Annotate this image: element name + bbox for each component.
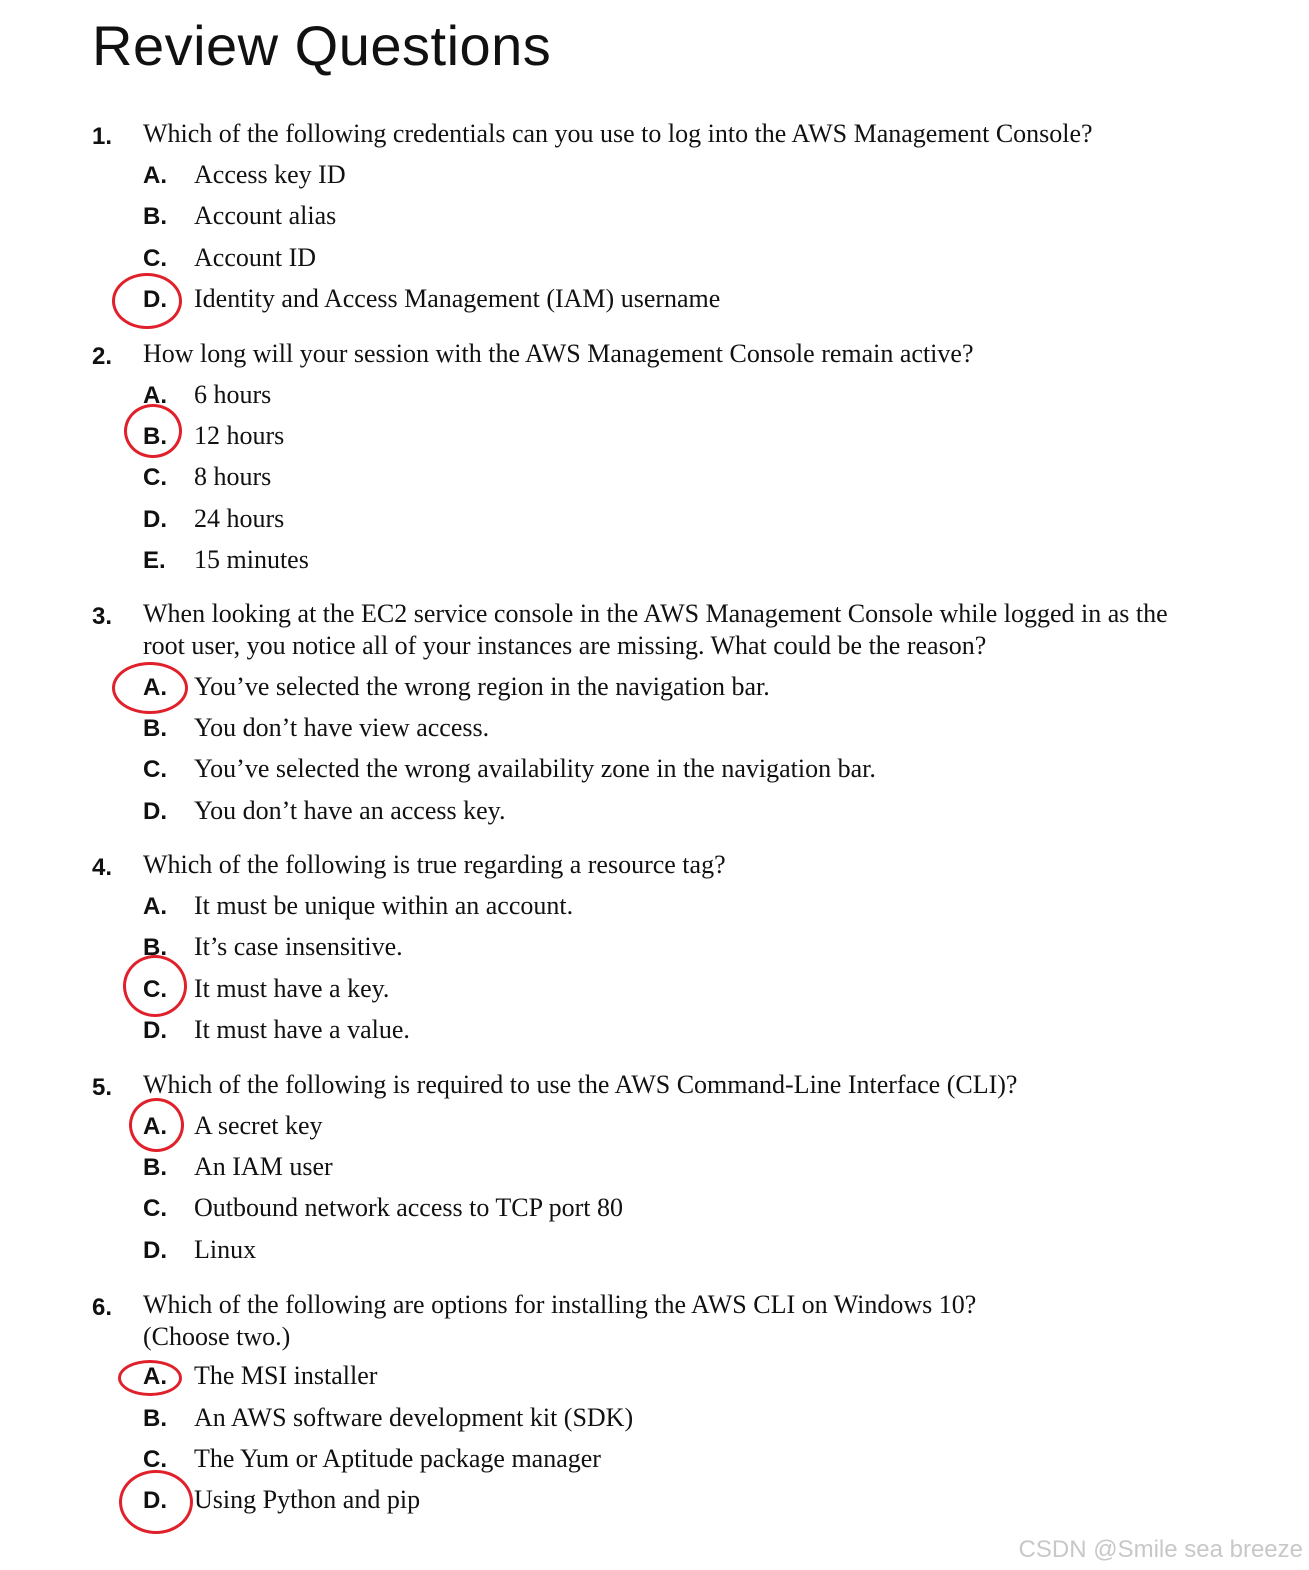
option-6c[interactable] (0, 1440, 1309, 1480)
option-text: An IAM user (194, 1152, 333, 1181)
option-letter: D. (143, 286, 167, 313)
option-text: It must have a value. (194, 1015, 410, 1044)
option-letter: B. (143, 715, 167, 742)
option-2b[interactable] (0, 417, 1309, 457)
option-2c[interactable] (0, 458, 1309, 498)
option-text: Linux (194, 1235, 257, 1264)
option-text: A secret key (194, 1111, 323, 1140)
option-4d[interactable] (0, 1011, 1309, 1051)
option-text: 6 hours (194, 380, 272, 409)
option-letter: B. (143, 1154, 167, 1181)
option-letter: B. (143, 1405, 167, 1432)
option-5c[interactable] (0, 1189, 1309, 1229)
option-4b[interactable] (0, 928, 1309, 968)
question-number: 3. (92, 603, 113, 630)
option-1c[interactable] (0, 239, 1309, 279)
option-letter: A. (143, 382, 167, 409)
option-6b[interactable] (0, 1399, 1309, 1439)
question-text: Which of the following is true regarding a resource tag? (143, 850, 726, 879)
question-number: 2. (92, 343, 113, 370)
page-title: Review Questions (92, 14, 552, 77)
option-3b[interactable] (0, 709, 1309, 749)
question-number: 1. (92, 123, 113, 150)
option-5b[interactable] (0, 1148, 1309, 1188)
question-number: 4. (92, 854, 113, 881)
option-5d[interactable] (0, 1231, 1309, 1271)
option-letter: C. (143, 976, 167, 1003)
option-2e[interactable] (0, 541, 1309, 581)
option-text: It must have a key. (194, 974, 390, 1003)
option-letter: A. (143, 1363, 167, 1390)
option-text: 15 minutes (194, 545, 309, 574)
option-letter: C. (143, 756, 167, 783)
option-text: The MSI installer (194, 1361, 378, 1390)
option-letter: D. (143, 1237, 167, 1264)
option-text: The Yum or Aptitude package manager (194, 1444, 601, 1473)
option-letter: C. (143, 245, 167, 272)
option-text: You’ve selected the wrong availability zone in the navigation bar. (194, 754, 876, 783)
option-6a[interactable] (0, 1357, 1309, 1397)
option-5a[interactable] (0, 1107, 1309, 1147)
watermark: CSDN @Smile sea breeze (1018, 1536, 1303, 1563)
option-letter: A. (143, 1113, 167, 1140)
option-text: 24 hours (194, 504, 285, 533)
option-text: It must be unique within an account. (194, 891, 574, 920)
option-letter: D. (143, 1487, 167, 1514)
option-text: It’s case insensitive. (194, 932, 403, 961)
option-text: You don’t have view access. (194, 713, 490, 742)
option-text: An AWS software development kit (SDK) (194, 1403, 634, 1432)
option-text: Account ID (194, 243, 317, 272)
option-text: Using Python and pip (194, 1485, 421, 1514)
option-letter: C. (143, 1195, 167, 1222)
option-letter: D. (143, 1017, 167, 1044)
option-4a[interactable] (0, 887, 1309, 927)
question-number: 6. (92, 1294, 113, 1321)
question-text: Which of the following are options for installing the AWS CLI on Windows 10? (Choose two.) (143, 1290, 977, 1351)
question-text: When looking at the EC2 service console in the AWS Management Console while logged in as the root user, you notice all of your instances are missing. What could be the reason? (143, 599, 1168, 660)
option-1d[interactable] (0, 280, 1309, 320)
option-text: You’ve selected the wrong region in the navigation bar. (194, 672, 770, 701)
option-letter: C. (143, 464, 167, 491)
option-letter: B. (143, 423, 167, 450)
question-text: How long will your session with the AWS Management Console remain active? (143, 339, 974, 368)
option-text: Identity and Access Management (IAM) username (194, 284, 721, 313)
option-1a[interactable] (0, 156, 1309, 196)
option-1b[interactable] (0, 197, 1309, 237)
option-letter: C. (143, 1446, 167, 1473)
option-6d[interactable] (0, 1481, 1309, 1521)
option-text: Outbound network access to TCP port 80 (194, 1193, 623, 1222)
question-text: Which of the following is required to use the AWS Command-Line Interface (CLI)? (143, 1070, 1018, 1099)
option-text: 8 hours (194, 462, 272, 491)
question-text: Which of the following credentials can you use to log into the AWS Management Console? (143, 119, 1093, 148)
option-letter: A. (143, 162, 167, 189)
option-3a[interactable] (0, 668, 1309, 708)
option-2a[interactable] (0, 376, 1309, 416)
option-letter: E. (143, 547, 166, 574)
option-text: Account alias (194, 201, 337, 230)
option-text: You don’t have an access key. (194, 796, 506, 825)
option-3d[interactable] (0, 792, 1309, 832)
option-letter: B. (143, 203, 167, 230)
option-text: Access key ID (194, 160, 346, 189)
option-letter: D. (143, 798, 167, 825)
option-2d[interactable] (0, 500, 1309, 540)
option-letter: D. (143, 506, 167, 533)
question-number: 5. (92, 1074, 113, 1101)
option-letter: B. (143, 934, 167, 961)
option-4c[interactable] (0, 970, 1309, 1010)
option-letter: A. (143, 674, 167, 701)
option-3c[interactable] (0, 750, 1309, 790)
option-text: 12 hours (194, 421, 285, 450)
option-letter: A. (143, 893, 167, 920)
